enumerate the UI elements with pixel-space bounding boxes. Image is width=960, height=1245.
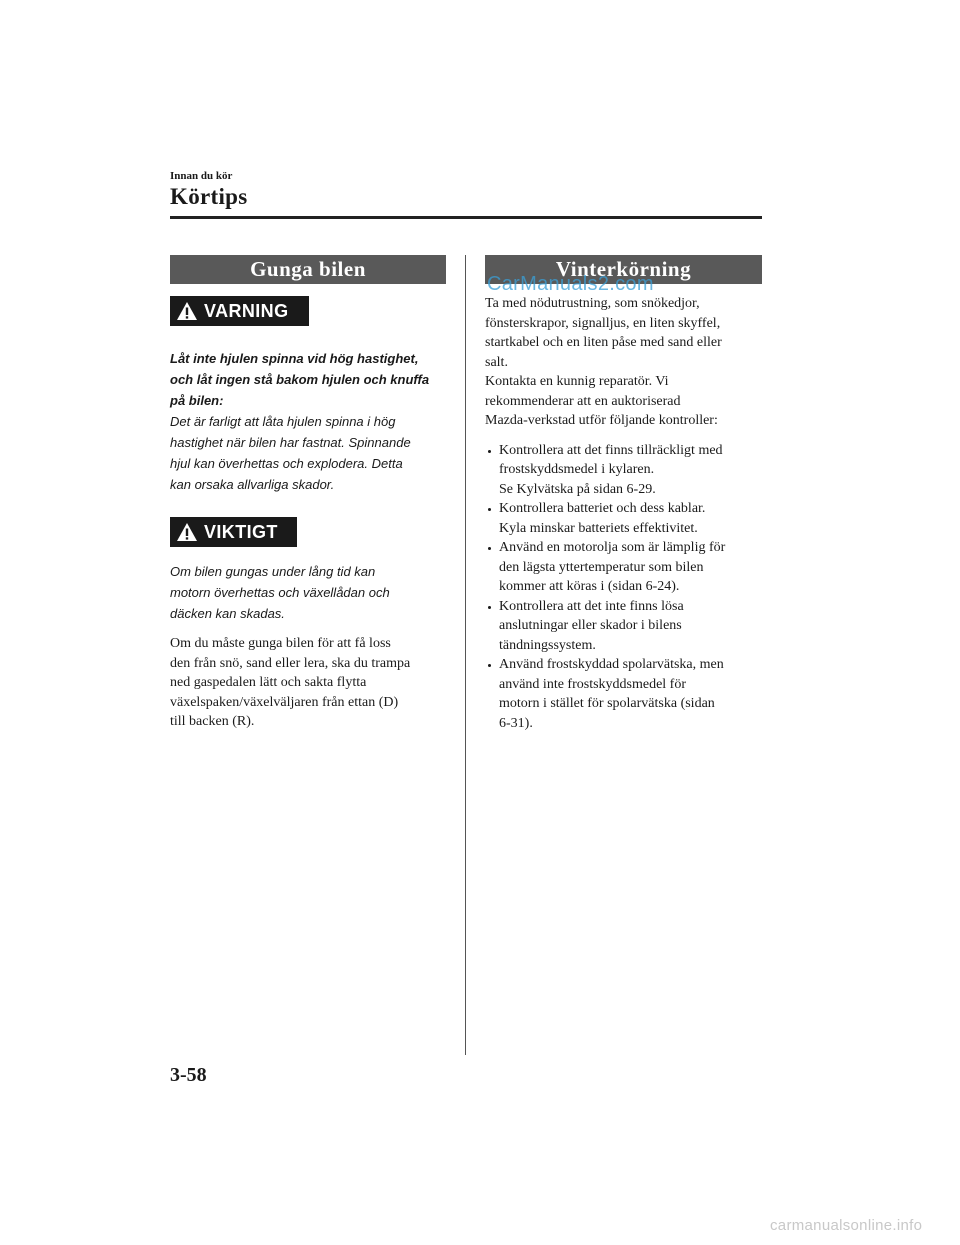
left-column [170, 255, 446, 732]
list-item-line: Kyla minskar batteriets effektivitet. [499, 520, 698, 536]
heading-gunga-bilen: Gunga bilen [170, 255, 446, 284]
body-line: växelspaken/växelväljaren från ettan (D) [170, 694, 399, 710]
intro-line: fönsterskrapor, signalljus, en liten skyffel, [485, 315, 721, 331]
list-item-line: motorn i stället för spolarvätska (sidan [499, 696, 715, 711]
body-line: till backen (R). [170, 714, 255, 729]
intro-line: startkabel och en liten påse med sand eller [485, 335, 722, 350]
page-number: 3-58 [170, 1064, 207, 1086]
intro-line: Ta med nödutrustning, som snökedjor, [485, 296, 700, 311]
intro-line: Kontakta en kunnig reparatör. Vi [485, 374, 669, 389]
warning-label: VARNING [204, 300, 289, 321]
list-item-line: den lägsta yttertemperatur som bilen [499, 559, 704, 575]
list-item-line: anslutningar eller skador i bilens [499, 618, 682, 633]
list-item-line: Se Kylvätska på sidan 6-29. [499, 481, 656, 497]
list-item [485, 441, 762, 500]
right-column [485, 255, 762, 733]
warning-line: hastighet när bilen har fastnat. Spinnande [170, 435, 411, 450]
warning-line: hjul kan överhettas och explodera. Detta [170, 456, 403, 471]
notice-label: VIKTIGT [204, 521, 278, 542]
winter-intro [485, 294, 762, 431]
checks-list [485, 441, 762, 734]
bullet-icon [488, 547, 491, 550]
warning-bold-line: på bilen: [170, 393, 224, 408]
intro-line: salt. [485, 354, 508, 370]
bullet-icon [488, 606, 491, 609]
body-line: den från snö, sand eller lera, ska du trampa [170, 655, 411, 671]
heading-vinterkorning: Vinterkörning [485, 255, 762, 284]
notice-line: motorn överhettas och växellådan och [170, 585, 390, 600]
body-line: ned gaspedalen lätt och sakta flytta [170, 675, 367, 690]
chapter-label: Innan du kör [170, 170, 233, 182]
intro-line: rekommenderar att en auktoriserad [485, 393, 681, 409]
notice-line: däcken kan skadas. [170, 606, 285, 621]
list-item-line: 6-31). [499, 715, 533, 731]
list-item-line: tändningssystem. [499, 637, 596, 653]
bullet-icon [488, 664, 491, 667]
list-item-line: Använd en motorolja som är lämplig för [499, 540, 726, 555]
warning-icon [176, 522, 198, 542]
header-rule [170, 216, 762, 219]
list-item-line: frostskyddsmedel i kylaren. [499, 462, 655, 477]
list-item-line: Kontrollera att det inte finns lösa [499, 598, 684, 614]
list-item-line: Kontrollera att det finns tillräckligt med [499, 442, 723, 458]
rocking-instructions [170, 634, 446, 732]
list-item-line: kommer att köras i (sidan 6-24). [499, 579, 680, 594]
list-item [485, 597, 762, 656]
warning-badge [170, 296, 309, 326]
intro-line: Mazda-verkstad utför följande kontroller: [485, 413, 718, 428]
list-item [485, 655, 762, 733]
bullet-icon [488, 508, 491, 511]
section-title: Körtips [170, 184, 248, 209]
warning-icon [176, 301, 198, 321]
warning-line: kan orsaka allvarliga skador. [170, 477, 335, 492]
bullet-icon [488, 450, 491, 453]
warning-bold-line: Låt inte hjulen spinna vid hög hastighet, [170, 351, 419, 366]
warning-line: Det är farligt att låta hjulen spinna i hög [170, 414, 396, 429]
list-item-line: Kontrollera batteriet och dess kablar. [499, 501, 706, 516]
notice-block [170, 517, 446, 624]
watermark-logo: CarManuals2.com [487, 273, 654, 295]
warning-text [170, 348, 446, 495]
list-item [485, 538, 762, 597]
footer-watermark: carmanualsonline.info [770, 1217, 923, 1234]
notice-badge [170, 517, 297, 547]
list-item-line: använd inte frostskyddsmedel för [499, 676, 687, 692]
warning-bold-line: och låt ingen stå bakom hjulen och knuffa [170, 372, 430, 387]
notice-text [170, 561, 446, 624]
column-divider [465, 255, 466, 1055]
list-item [485, 499, 762, 538]
body-line: Om du måste gunga bilen för att få loss [170, 636, 391, 651]
list-item-line: Använd frostskyddad spolarvätska, men [499, 657, 724, 672]
notice-line: Om bilen gungas under lång tid kan [170, 564, 376, 579]
